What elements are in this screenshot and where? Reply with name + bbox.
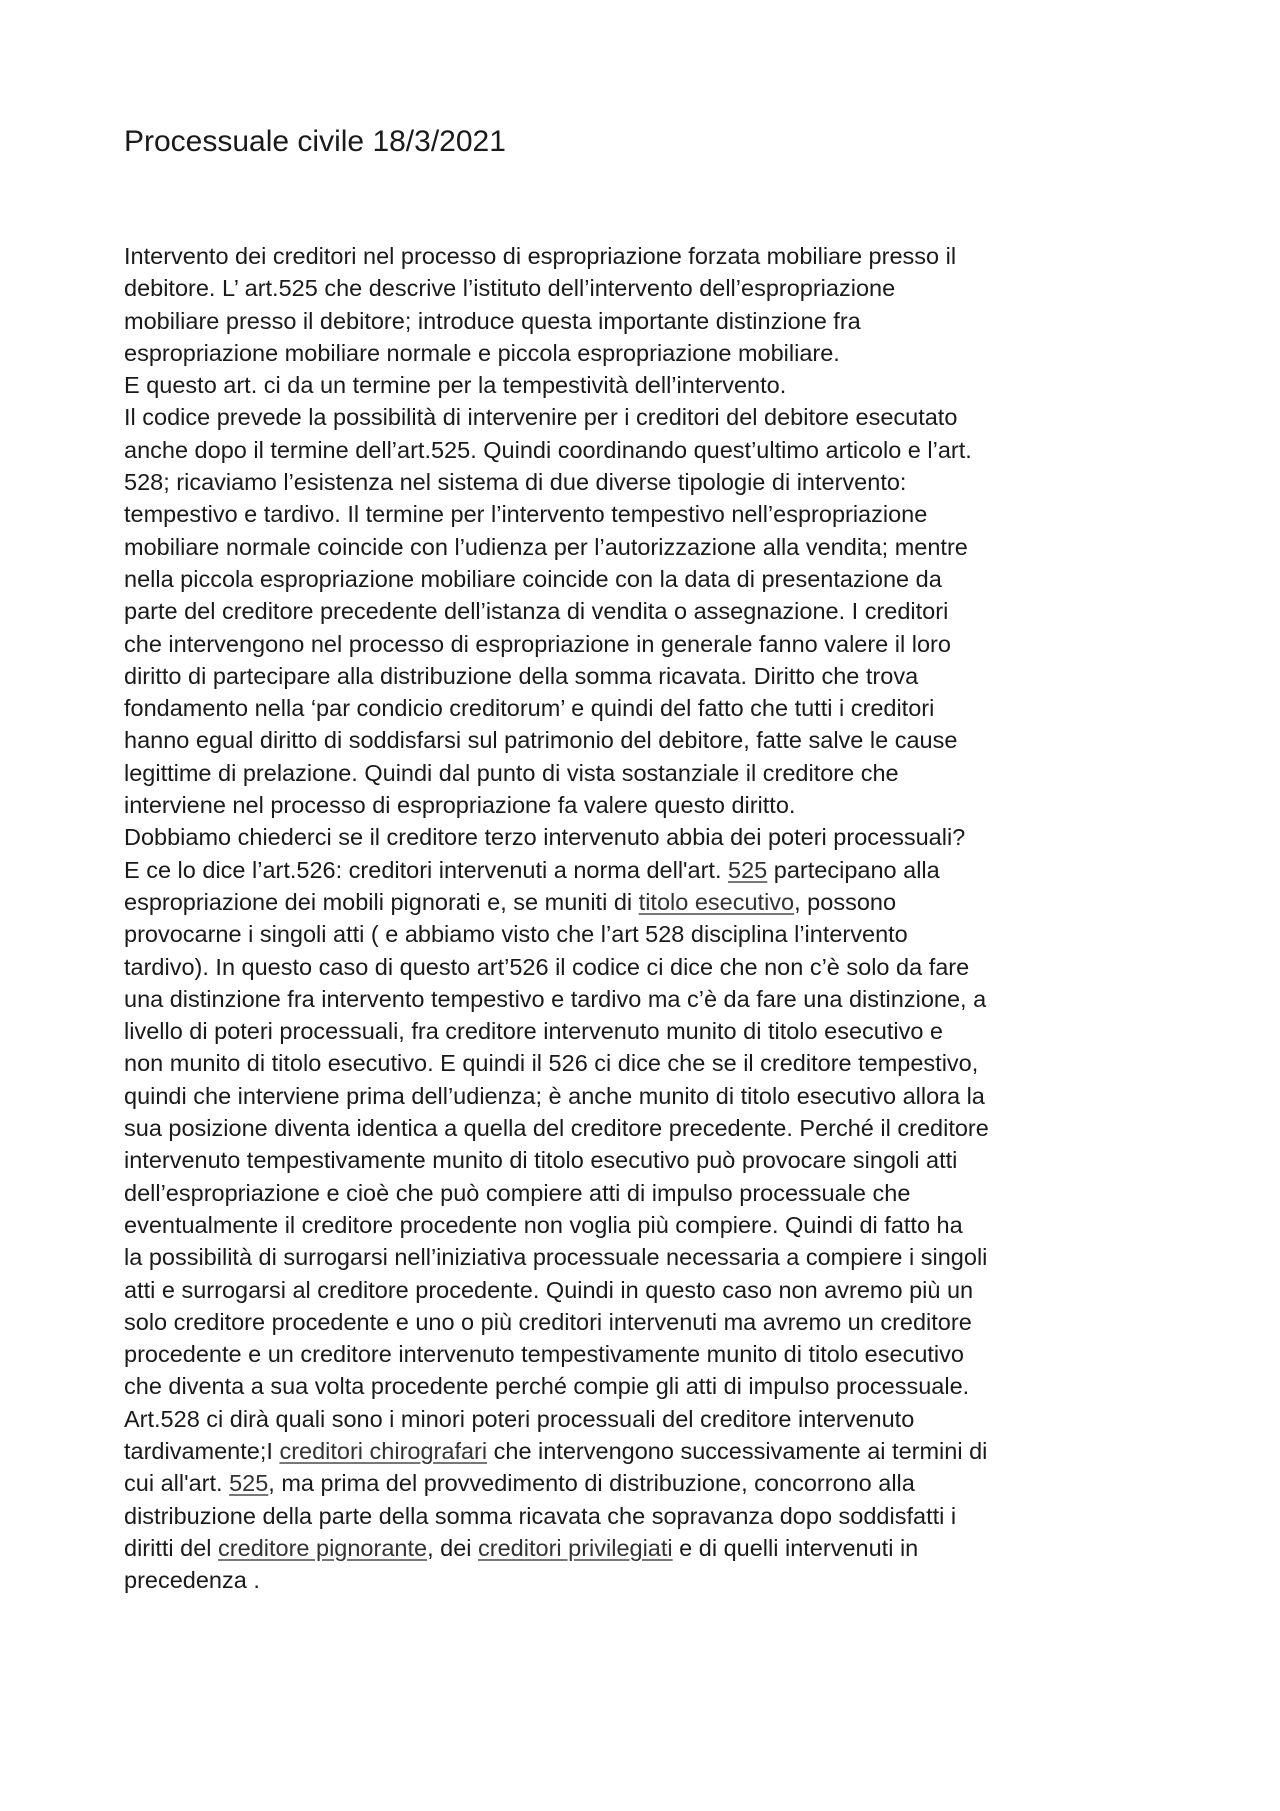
text-segment: Dobbiamo chiederci se il creditore terzo intervenuto abbia dei poteri processuali? — [124, 824, 966, 851]
text-segment: Art.528 ci dirà quali sono i minori poteri processuali del creditore intervenuto — [124, 1405, 915, 1432]
text-segment: atti e surrogarsi al creditore procedente. Quindi in questo caso non avremo più un — [124, 1276, 974, 1303]
text-line — [124, 821, 1164, 853]
text-line — [124, 628, 1164, 660]
text-line — [124, 1112, 1164, 1144]
text-segment: diritti del — [124, 1534, 219, 1561]
text-segment: espropriazione dei mobili pignorati e, se muniti di — [124, 888, 639, 915]
text-line — [124, 272, 1164, 304]
text-segment: E questo art. ci da un termine per la tempestività dell’intervento. — [124, 372, 787, 399]
text-segment: mobiliare normale coincide con l’udienza per l’autorizzazione alla vendita; mentre — [124, 533, 968, 560]
text-line — [124, 1370, 1164, 1402]
text-segment: Intervento dei creditori nel processo di espropriazione forzata mobiliare presso il — [124, 243, 957, 269]
text-segment: provocarne i singoli atti ( e abbiamo visto che l’art 528 disciplina l’intervento — [124, 921, 908, 948]
text-segment: anche dopo il termine dell’art.525. Quindi coordinando quest’ultimo articolo e l’art. — [124, 436, 972, 463]
text-segment: la possibilità di surrogarsi nell’iniziativa processuale necessaria a compiere i singoli — [124, 1244, 988, 1271]
text-segment: Il codice prevede la possibilità di intervenire per i creditori del debitore esecutato — [124, 404, 958, 431]
text-line — [124, 1015, 1164, 1047]
text-segment: , dei — [427, 1534, 479, 1561]
text-segment: eventualmente il creditore procedente non voglia più compiere. Quindi di fatto ha — [124, 1211, 963, 1238]
text-segment: quindi che interviene prima dell’udienza; è anche munito di titolo esecutivo allora la — [124, 1082, 985, 1109]
text-line — [124, 531, 1164, 563]
text-line — [124, 1532, 1164, 1564]
text-segment: e di quelli intervenuti in — [672, 1534, 919, 1561]
text-line — [124, 1338, 1164, 1370]
text-segment: che diventa a sua volta procedente perché compie gli atti di impulso processuale. — [124, 1373, 970, 1400]
text-line — [124, 434, 1164, 466]
text-line — [124, 240, 1164, 272]
text-segment: nella piccola espropriazione mobiliare coincide con la data di presentazione da — [124, 565, 942, 592]
text-line — [124, 1080, 1164, 1112]
page-title: Processuale civile 18/3/2021 — [124, 125, 506, 158]
text-line — [124, 983, 1164, 1015]
text-segment: distribuzione della parte della somma ricavata che sopravanza dopo soddisfatti i — [124, 1502, 957, 1529]
text-line — [124, 854, 1164, 886]
text-line — [124, 595, 1164, 627]
reference-link[interactable]: creditori chirografari — [279, 1437, 488, 1464]
text-segment: diritto di partecipare alla distribuzione della somma ricavata. Diritto che trova — [124, 662, 919, 689]
text-segment: debitore. L’ art.525 che descrive l’istituto dell’intervento dell’espropriazione — [124, 275, 896, 302]
text-line — [124, 1047, 1164, 1079]
text-segment: tardivamente;I — [124, 1437, 280, 1464]
text-segment: sua posizione diventa identica a quella del creditore precedente. Perché il creditore — [124, 1115, 989, 1142]
text-line — [124, 1274, 1164, 1306]
reference-link[interactable]: titolo esecutivo — [638, 888, 795, 915]
text-segment: solo creditore procedente e uno o più creditori intervenuti ma avremo un creditore — [124, 1308, 972, 1335]
text-line — [124, 692, 1164, 724]
text-segment: interviene nel processo di espropriazione fa valere questo diritto. — [124, 792, 796, 819]
text-segment: fondamento nella ‘par condicio creditorum’ e quindi del fatto che tutti i creditori — [124, 695, 935, 722]
document-body — [124, 240, 1164, 1596]
text-segment: livello di poteri processuali, fra creditore intervenuto munito di titolo esecutivo e — [124, 1018, 944, 1045]
text-line — [124, 466, 1164, 498]
text-segment: una distinzione fra intervento tempestivo e tardivo ma c’è da fare una distinzione, a — [124, 985, 987, 1012]
text-segment: hanno egual diritto di soddisfarsi sul patrimonio del debitore, fatte salve le cause — [124, 727, 958, 754]
text-line — [124, 886, 1164, 918]
text-line — [124, 1241, 1164, 1273]
text-line — [124, 337, 1164, 369]
text-segment: espropriazione mobiliare normale e piccola espropriazione mobiliare. — [124, 339, 840, 366]
text-line — [124, 1177, 1164, 1209]
text-segment: tempestivo e tardivo. Il termine per l’intervento tempestivo nell’espropriazione — [124, 501, 928, 528]
text-line — [124, 1564, 1164, 1596]
text-line — [124, 918, 1164, 950]
text-line — [124, 1467, 1164, 1499]
text-line — [124, 757, 1164, 789]
text-segment: cui all'art. — [124, 1470, 230, 1497]
text-segment: parte del creditore precedente dell’istanza di vendita o assegnazione. I creditori — [124, 598, 949, 625]
text-segment: procedente e un creditore intervenuto tempestivamente munito di titolo esecutivo — [124, 1341, 964, 1368]
text-line — [124, 789, 1164, 821]
text-line — [124, 660, 1164, 692]
text-line — [124, 1435, 1164, 1467]
text-segment: legittime di prelazione. Quindi dal punto di vista sostanziale il creditore che — [124, 759, 899, 786]
text-segment: , ma prima del provvedimento di distribuzione, concorrono alla — [268, 1470, 915, 1497]
text-segment: che intervengono successivamente ai termini di — [487, 1437, 988, 1464]
text-segment: che intervengono nel processo di espropriazione in generale fanno valere il loro — [124, 630, 951, 657]
text-line — [124, 951, 1164, 983]
reference-link[interactable]: 525 — [229, 1470, 269, 1497]
text-segment: precedenza . — [124, 1567, 260, 1594]
text-segment: tardivo). In questo caso di questo art’526 il codice ci dice che non c’è solo da fare — [124, 953, 970, 980]
text-segment: E ce lo dice l’art.526: creditori intervenuti a norma dell'art. — [124, 856, 729, 883]
text-line — [124, 563, 1164, 595]
reference-link[interactable]: creditore pignorante — [218, 1534, 428, 1561]
text-line — [124, 369, 1164, 401]
text-line — [124, 1403, 1164, 1435]
text-line — [124, 1209, 1164, 1241]
reference-link[interactable]: creditori privilegiati — [478, 1534, 673, 1561]
text-line — [124, 1500, 1164, 1532]
text-segment: non munito di titolo esecutivo. E quindi il 526 ci dice che se il creditore tempestivo, — [124, 1050, 979, 1077]
text-segment: intervenuto tempestivamente munito di titolo esecutivo può provocare singoli atti — [124, 1147, 958, 1174]
text-segment: partecipano alla — [767, 856, 940, 883]
text-line — [124, 498, 1164, 530]
text-line — [124, 1306, 1164, 1338]
reference-link[interactable]: 525 — [728, 856, 768, 883]
text-line — [124, 305, 1164, 337]
text-line — [124, 724, 1164, 756]
text-segment: 528; ricaviamo l’esistenza nel sistema di due diverse tipologie di intervento: — [124, 469, 907, 496]
text-segment: dell’espropriazione e cioè che può compiere atti di impulso processuale che — [124, 1179, 911, 1206]
text-segment: , possono — [794, 888, 897, 915]
text-segment: mobiliare presso il debitore; introduce questa importante distinzione fra — [124, 307, 861, 334]
text-line — [124, 1144, 1164, 1176]
text-line — [124, 401, 1164, 433]
